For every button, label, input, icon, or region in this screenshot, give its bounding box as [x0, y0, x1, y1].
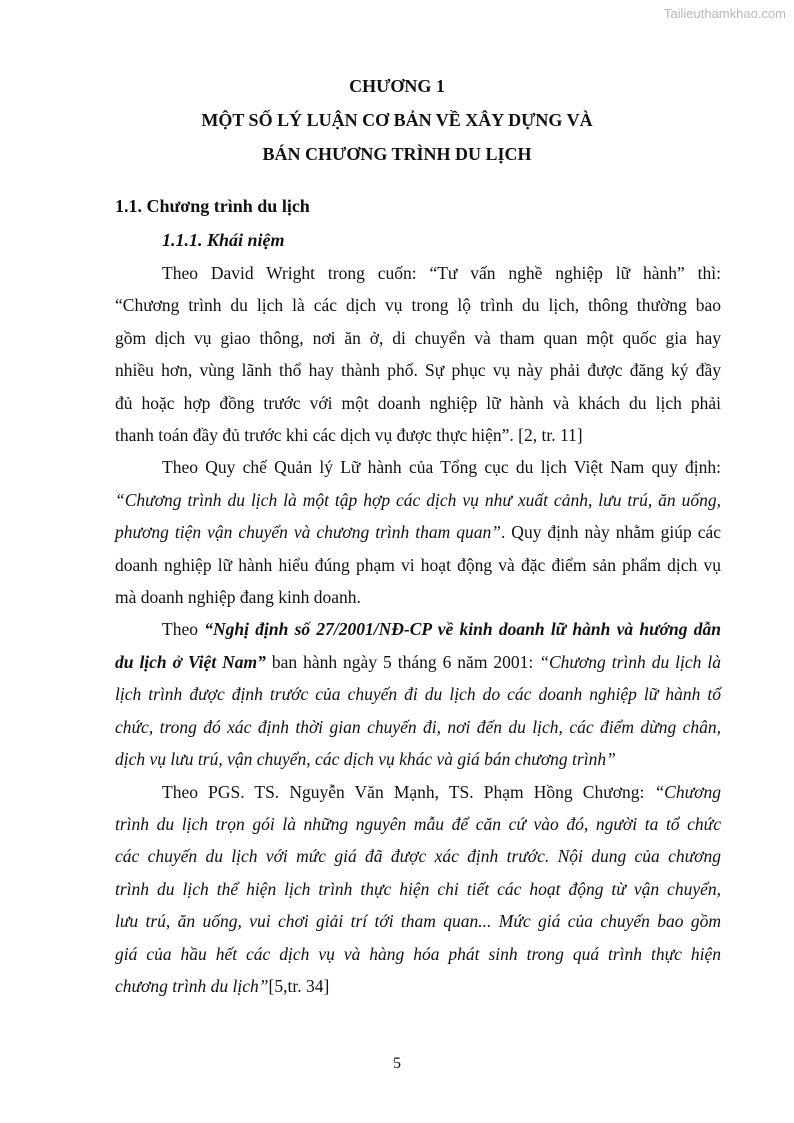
text-line — [115, 711, 721, 743]
text-run: . Quy định này nhằm giúp các — [500, 522, 721, 543]
text-run: các chuyến du lịch với mức giá đã được xác định trước. Nội dung của chương — [115, 846, 721, 867]
text-run: phương tiện vận chuyển và chương trình tham quan” — [115, 522, 501, 543]
text-run: trình du lịch trọn gói là những nguyên mẫu để căn cứ vào đó, người ta tổ chức — [115, 813, 721, 834]
text-run: ban hành ngày 5 tháng 6 năm 2001: — [265, 651, 540, 672]
text-run: chương trình du lịch” — [115, 975, 269, 996]
text-run: lưu trú, ăn uống, vui chơi giải trí tới tham quan... Mức giá của chuyến bao gồm — [115, 911, 721, 932]
text-line — [115, 581, 721, 613]
text-line — [115, 387, 721, 419]
text-line — [115, 873, 721, 905]
text-line — [115, 970, 721, 1002]
text-run: mà doanh nghiệp đang kinh doanh. — [115, 587, 361, 608]
text-run: lịch trình được định trước của chuyến đi du lịch do các doanh nghiệp lữ hành tổ — [115, 684, 721, 705]
text-run: “Chương — [654, 781, 721, 802]
text-line — [115, 743, 721, 775]
text-run: “Nghị định số 27/2001/NĐ-CP về kinh doanh lữ hành và hướng dẫn — [204, 619, 722, 640]
text-run: dịch vụ lưu trú, vận chuyển, các dịch vụ khác và giá bán chương trình” — [115, 749, 616, 770]
text-line — [115, 322, 721, 354]
text-line — [115, 646, 721, 678]
section-heading: 1.1. Chương trình du lịch — [115, 196, 310, 216]
text-line — [115, 938, 721, 970]
text-line — [115, 354, 721, 386]
chapter-title-line-2: BÁN CHƯƠNG TRÌNH DU LỊCH — [262, 144, 532, 164]
chapter-title-line-1: MỘT SỐ LÝ LUẬN CƠ BẢN VỀ XÂY DỰNG VÀ — [201, 110, 593, 130]
text-line — [115, 257, 721, 289]
text-run: Theo Quy chế Quản lý Lữ hành của Tổng cục du lịch Việt Nam quy định: — [162, 457, 721, 478]
text-run: Theo David Wright trong cuốn: “Tư vấn nghề nghiệp lữ hành” thì: — [162, 263, 721, 283]
text-line — [115, 905, 721, 937]
text-run: trình du lịch thể hiện lịch trình thực hiện chi tiết các hoạt động từ vận chuyển, — [115, 878, 721, 899]
text-run: “Chương trình du lịch là một tập hợp các dịch vụ như xuất cảnh, lưu trú, ăn uống, — [115, 489, 721, 510]
text-line — [115, 808, 721, 840]
text-line — [115, 516, 721, 548]
text-line — [115, 451, 721, 483]
text-line — [115, 776, 721, 808]
text-run: thanh toán đầy đủ trước khi các dịch vụ được thực hiện”. [2, tr. 11] — [115, 425, 583, 446]
text-run: du lịch ở Việt Nam” — [115, 651, 266, 672]
page-number: 5 — [393, 1055, 401, 1072]
text-run: “Chương trình du lịch là các dịch vụ trong lộ trình du lịch, thông thường bao — [115, 295, 721, 316]
text-run: giá của hầu hết các dịch vụ và hàng hóa phát sinh trong quá trình thực hiện — [115, 943, 721, 964]
text-run: Theo — [162, 619, 205, 640]
text-line — [115, 613, 721, 645]
text-run: [5,tr. 34] — [268, 975, 330, 996]
text-line — [115, 484, 721, 516]
subsection-heading: 1.1.1. Khái niệm — [162, 230, 285, 250]
chapter-number: CHƯƠNG 1 — [349, 76, 445, 96]
watermark: Tailieuthamkhao.com — [663, 6, 786, 21]
text-run: chức, trong đó xác định thời gian chuyến đi, nơi đến du lịch, các điểm dừng chân, — [115, 716, 721, 737]
text-run: đủ hoặc hợp đồng trước với một doanh nghiệp lữ hành và khách du lịch phải — [115, 392, 721, 413]
text-line — [115, 549, 721, 581]
text-line — [115, 678, 721, 710]
text-line — [115, 289, 721, 321]
text-run: gồm dịch vụ giao thông, nơi ăn ở, di chuyển và tham quan một quốc gia hay — [115, 327, 721, 348]
body-text — [115, 257, 721, 1002]
text-run: Theo PGS. TS. Nguyễn Văn Mạnh, TS. Phạm Hồng Chương: — [162, 781, 655, 802]
text-run: nhiều hơn, vùng lãnh thổ hay thành phố. Sự phục vụ này phải được đăng ký đầy — [115, 360, 721, 381]
text-line — [115, 840, 721, 872]
text-line — [115, 419, 721, 451]
text-run: doanh nghiệp lữ hành hiểu đúng phạm vi hoạt động và đặc điểm sản phẩm dịch vụ — [115, 554, 721, 575]
text-run: “Chương trình du lịch là — [539, 651, 721, 672]
